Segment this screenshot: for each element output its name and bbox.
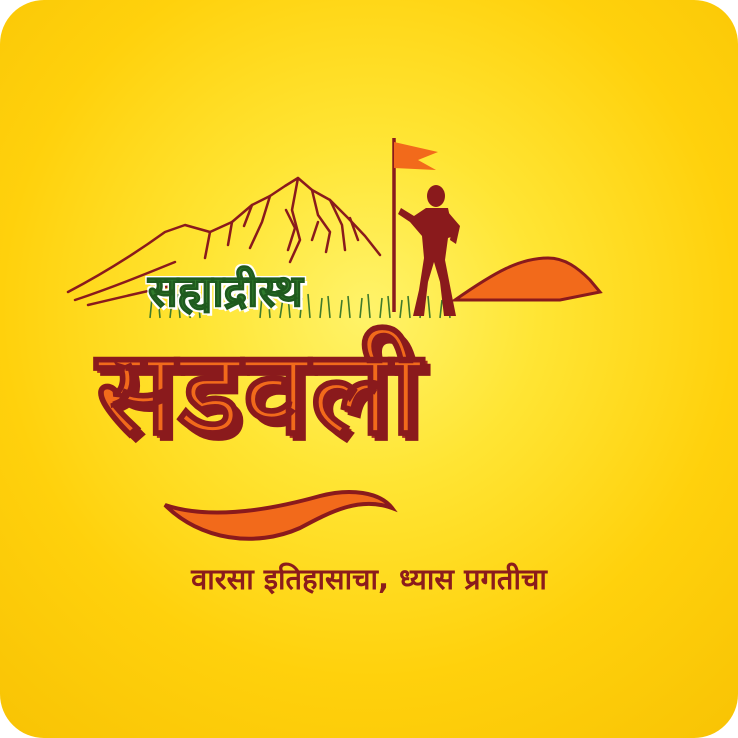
title-flourish-icon <box>165 492 392 539</box>
mountain-swoosh-icon <box>455 258 600 300</box>
logo-title: सडवली <box>96 323 424 461</box>
logo-tagline: वारसा इतिहासाचा, ध्यास प्रगतीचा <box>191 562 547 596</box>
logo-subtitle: सह्याद्रीस्थ <box>148 266 303 317</box>
